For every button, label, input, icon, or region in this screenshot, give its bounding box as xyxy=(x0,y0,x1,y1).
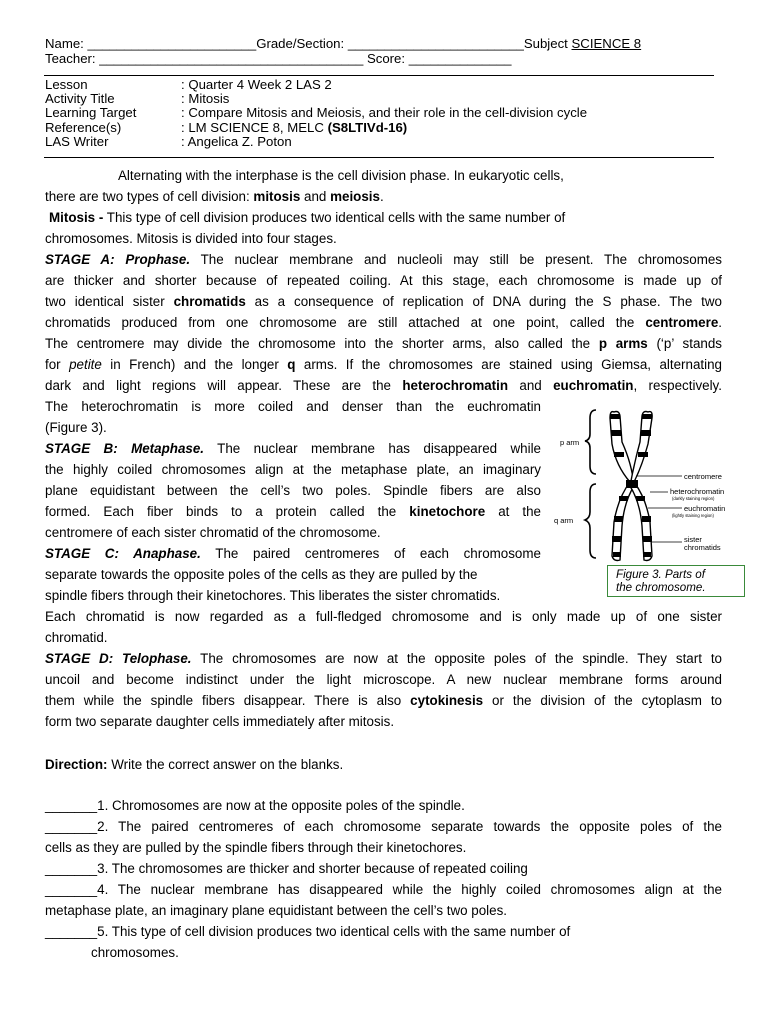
info-row-target: Learning Target : Compare Mitosis and Meiosis, and their role in the cell-division cycle xyxy=(45,105,588,121)
name-grade-line xyxy=(45,36,641,51)
q-arm-label: q arm xyxy=(554,516,574,525)
question-3: _______3. The chromosomes are thicker and shorter because of repeated coiling xyxy=(45,861,528,876)
anaphase-line-2: separate towards the opposite poles of the cells as they are pulled by the xyxy=(45,567,478,582)
header-rule xyxy=(44,75,714,76)
question-2-line-2: cells as they are pulled by the spindle fibers through their kinetochores. xyxy=(45,840,467,855)
question-5-line-2: chromosomes. xyxy=(91,945,179,960)
prophase-line-7: dark and light regions will appear. These are the heterochromatin and euchromatin, respectively. xyxy=(45,378,722,393)
telophase-line-2: uncoil and become indistinct under the light microscope. A new nuclear membrane forms around xyxy=(45,672,722,687)
telophase-line-1: STAGE D: Telophase. The chromosomes are now at the opposite poles of the spindle. They start to xyxy=(45,651,722,666)
question-2-line-1: _______2. The paired centromeres of each chromosome separate towards the opposite poles of the xyxy=(45,819,722,834)
info-row-lesson: Lesson : Quarter 4 Week 2 LAS 2 xyxy=(45,77,332,92)
anaphase-line-1: STAGE C: Anaphase. The paired centromeres of each chromosome xyxy=(45,546,541,561)
question-1: _______1. Chromosomes are now at the opposite poles of the spindle. xyxy=(45,798,465,813)
lesson-info-table xyxy=(45,78,587,149)
prophase-line-5: The centromere may divide the chromosome into the shorter arms, also called the p arms (‘p’ stands xyxy=(45,336,722,351)
metaphase-line-1: STAGE B: Metaphase. The nuclear membrane has disappeared while xyxy=(45,441,542,456)
centromere-label: centromere xyxy=(684,472,722,481)
anaphase-line-3: spindle fibers through their kinetochores. This liberates the sister chromatids. xyxy=(45,588,501,603)
para-intro-2: there are two types of cell division: mitosis and meiosis. xyxy=(45,189,384,204)
chromosome-diagram xyxy=(552,404,734,564)
anaphase-line-5: chromatid. xyxy=(45,630,108,645)
teacher-score-line: Teacher: ____________________________________ Score: ______________ xyxy=(45,51,512,66)
info-row-writer: LAS Writer : Angelica Z. Poton xyxy=(45,133,292,149)
metaphase-line-3: plane equidistant between the cell’s two poles. Spindle fibers are also xyxy=(45,483,541,498)
info-row-reference: Reference(s) : LM SCIENCE 8, MELC (S8LTIVd-16) xyxy=(45,119,408,135)
p-arm-label: p arm xyxy=(560,438,580,447)
direction-line: Direction: Write the correct answer on the blanks. xyxy=(45,757,344,772)
metaphase-line-5: centromere of each sister chromatid of the chromosome. xyxy=(45,525,381,540)
prophase-line-4: chromatids produced from one chromosome are still attached at one point, called the centromere. xyxy=(45,315,722,330)
info-rule xyxy=(44,157,714,158)
euchromatin-label: euchromatin xyxy=(684,504,726,513)
chromatids-label: chromatids xyxy=(684,543,721,552)
info-row-activity: Activity Title : Mitosis xyxy=(45,91,230,107)
metaphase-line-4: formed. Each fiber binds to a protein called the kinetochore at the xyxy=(45,504,541,519)
prophase-line-6: for petite in French) and the longer q arms. If the chromosomes are stained using Giemsa, alternating xyxy=(45,357,722,372)
prophase-line-8: The heterochromatin is more coiled and denser than the euchromatin xyxy=(45,399,541,414)
para-intro-1: Alternating with the interphase is the cell division phase. In eukaryotic cells, xyxy=(118,168,564,183)
question-4-line-1: _______4. The nuclear membrane has disappeared while the highly coiled chromosomes align at the xyxy=(45,882,722,897)
heterochromatin-sub-label: (darkly staining region) xyxy=(672,496,715,501)
prophase-line-9: (Figure 3). xyxy=(45,420,107,435)
sister-label: sister xyxy=(684,535,702,544)
telophase-line-3: them while the spindle fibers disappear. There is also cytokinesis or the division of the cytoplasm to xyxy=(45,693,723,708)
name-grade-label: Name: _______________________Grade/Section: ________________________Subject xyxy=(45,36,568,51)
subject-value: SCIENCE 8 xyxy=(571,36,642,51)
figure-caption: Figure 3. Parts of the chromosome. xyxy=(607,565,745,597)
anaphase-line-4: Each chromatid is now regarded as a full-fledged chromosome and is only made up of one sister xyxy=(45,609,722,624)
question-4-line-2: metaphase plate, an imaginary plane equidistant between the cell’s two poles. xyxy=(45,903,508,918)
question-5-line-1: _______5. This type of cell division produces two identical cells with the same number of xyxy=(45,924,571,939)
p-arm-brace xyxy=(585,410,596,474)
mitosis-def-2: chromosomes. Mitosis is divided into four stages. xyxy=(45,231,337,246)
mitosis-def-1: Mitosis - This type of cell division produces two identical cells with the same number of xyxy=(49,210,566,225)
prophase-line-1: STAGE A: Prophase. The nuclear membrane and nucleoli may still be present. The chromosomes xyxy=(45,252,722,267)
metaphase-line-2: the highly coiled chromosomes align at the metaphase plate, an imaginary xyxy=(45,462,541,477)
heterochromatin-label: heterochromatin xyxy=(670,487,725,496)
prophase-line-3: two identical sister chromatids as a consequence of replication of DNA during the S phase. The two xyxy=(45,294,722,309)
telophase-line-4: form two separate daughter cells immediately after mitosis. xyxy=(45,714,395,729)
euchromatin-sub-label: (lightly staining region) xyxy=(672,513,714,518)
prophase-line-2: are thicker and shorter because of repeated coiling. At this stage, each chromosome is made up of xyxy=(45,273,722,288)
q-arm-brace xyxy=(585,484,596,558)
